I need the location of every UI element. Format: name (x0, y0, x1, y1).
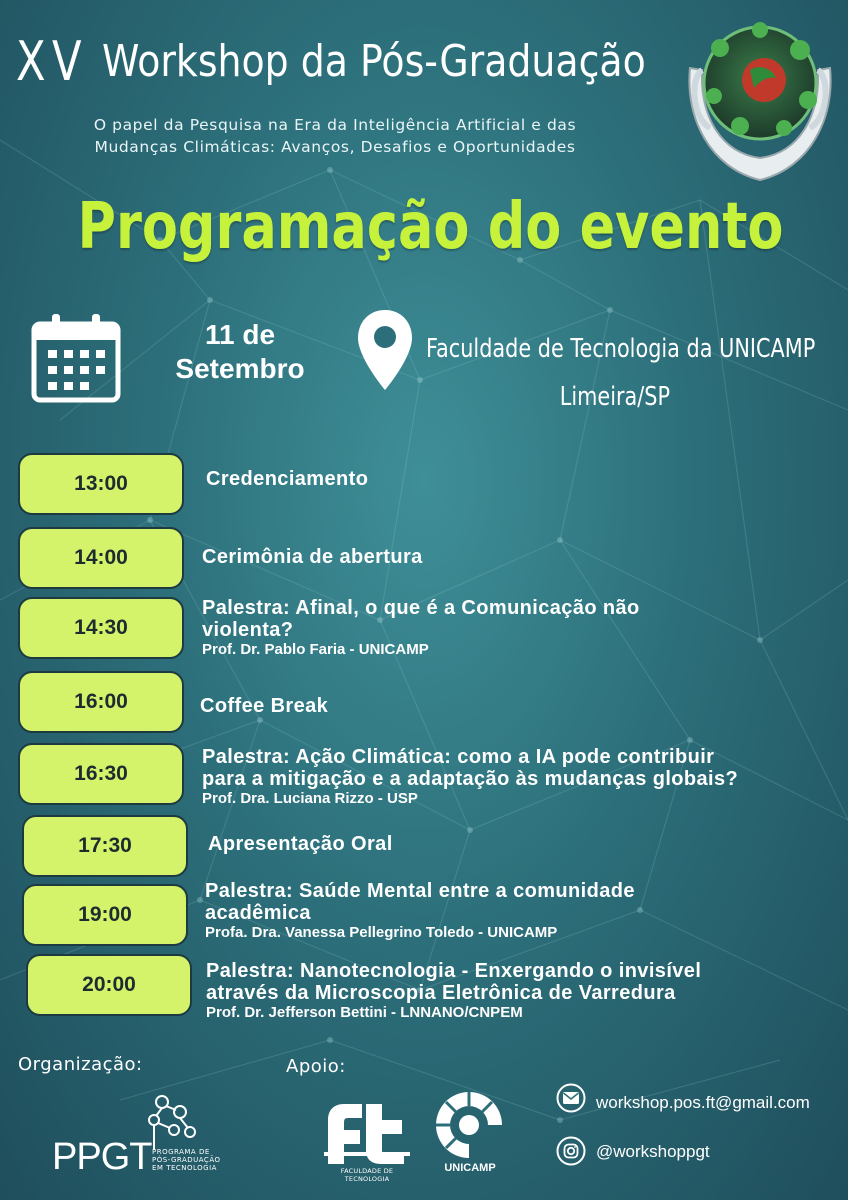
time-pill: 14:30 (18, 597, 184, 659)
schedule-item-title: Apresentação Oral (208, 833, 393, 855)
ft-logo (322, 1096, 412, 1176)
time-pill: 16:00 (18, 671, 184, 733)
program-title-text: Programação do evento (77, 190, 784, 264)
subtitle-line-1: O papel da Pesquisa na Era da Inteligência Artificial e das (93, 116, 577, 134)
speaker: Profa. Dra. Vanessa Pellegrino Toledo - UNICAMP (205, 924, 558, 941)
subtitle-line-2: Mudanças Climáticas: Avanços, Desafios e Oportunidades (94, 138, 576, 156)
program-title (0, 190, 848, 264)
speaker: Prof. Dra. Luciana Rizzo - USP (202, 790, 418, 807)
schedule-item-title-line-1: Palestra: Ação Climática: como a IA pode contribuir (202, 746, 715, 768)
time-pill: 14:00 (18, 527, 184, 589)
time-pill: 20:00 (26, 954, 192, 1016)
schedule-item-title-line-1: Palestra: Saúde Mental entre a comunidade (205, 880, 635, 902)
location-pin-icon (356, 308, 414, 392)
venue-text: Faculdade de Tecnologia da UNICAMP (426, 334, 816, 364)
speaker: Prof. Dr. Jefferson Bettini - LNNANO/CNPEM (206, 1004, 523, 1021)
support-label: Apoio: (286, 1056, 346, 1077)
ft-caption: FACULDADE DE TECNOLOGIA (340, 1167, 394, 1183)
city-text: Limeira/SP (559, 382, 671, 412)
schedule-item-title: Coffee Break (200, 695, 329, 717)
schedule-item (202, 746, 812, 807)
unicamp-caption: UNICAMP (444, 1162, 496, 1174)
schedule-item-title: Credenciamento (206, 468, 369, 490)
schedule-item (205, 880, 815, 941)
calendar-icon (30, 312, 122, 404)
schedule-item-title-line-2: para a mitigação e a adaptação às mudanças globais? (202, 768, 739, 790)
email-link[interactable]: workshop.pos.ft@gmail.com (596, 1093, 810, 1112)
schedule-item-title-line-2: violenta? (202, 619, 294, 641)
instagram-link[interactable]: @workshoppgt (596, 1142, 710, 1161)
speaker: Prof. Dr. Pablo Faria - UNICAMP (202, 641, 429, 658)
time-pill: 19:00 (22, 884, 188, 946)
ppgt-sub-2: PÓS-GRADUAÇÃO (152, 1156, 221, 1164)
organization-label: Organização: (18, 1054, 143, 1075)
mail-icon (556, 1083, 586, 1113)
schedule-item (202, 597, 812, 658)
schedule-item-title-line-2: através da Microscopia Eletrônica de Varredura (206, 982, 676, 1004)
ppgt-sub-3: EM TECNOLOGIA (152, 1164, 217, 1172)
globe-hands-illustration (680, 8, 840, 186)
schedule-item-title-line-1: Palestra: Nanotecnologia - Enxergando o invisível (206, 960, 702, 982)
workshop-title: Workshop da Pós-Graduação (102, 36, 646, 87)
schedule-item-title-line-2: acadêmica (205, 902, 311, 924)
time-pill: 16:30 (18, 743, 184, 805)
schedule-item-title-line-1: Palestra: Afinal, o que é a Comunicação não (202, 597, 640, 619)
ppgt-wordmark: PPGT (52, 1136, 152, 1178)
venue-name (426, 334, 848, 364)
date-line-1: 11 de (204, 319, 276, 350)
date-line-2: Setembro (175, 353, 305, 384)
ppgt-subtitle (152, 1148, 221, 1172)
unicamp-logo (432, 1088, 506, 1162)
venue-city (540, 382, 690, 412)
instagram-icon (556, 1136, 586, 1166)
event-date (150, 318, 330, 386)
time-pill: 17:30 (22, 815, 188, 877)
ppgt-sub-1: PROGRAMA DE (152, 1148, 210, 1156)
schedule-item-title: Cerimônia de abertura (202, 546, 423, 568)
schedule-item (206, 960, 816, 1021)
edition-numeral: XV (16, 30, 88, 93)
time-pill: 13:00 (18, 453, 184, 515)
